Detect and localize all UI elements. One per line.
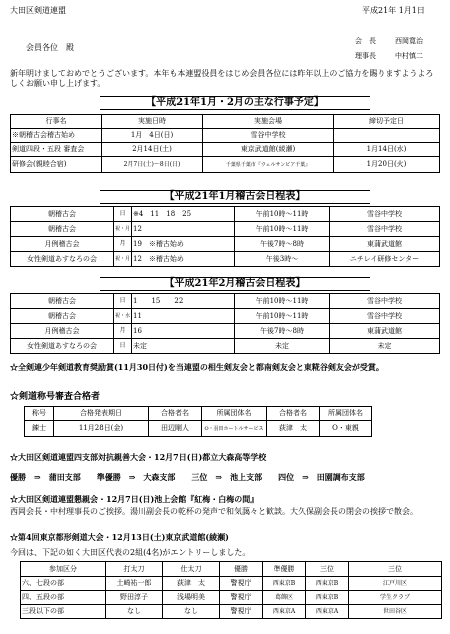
addressee: 会員各位 殿: [26, 43, 74, 52]
cell: ※朝稽古会稽古始め: [11, 129, 102, 143]
table-row: [11, 157, 440, 173]
party-text: 西岡会長・中村理事長のご挨拶。湯川副会長の乾杯の発声で和気藹々と歓談。大久保副会長の閉会の挨拶で散会。: [10, 507, 418, 516]
cell: 雪谷中学校: [330, 222, 440, 237]
document-date: 平成21年 1月1日: [362, 6, 425, 15]
col-header: 三位: [349, 562, 442, 577]
cell: 朝稽古会: [11, 294, 114, 309]
cell: 錬士: [25, 421, 54, 437]
cell: O・羽田ホートルサービス: [202, 421, 267, 437]
table-row: [21, 591, 442, 605]
tokyo-results-table: [20, 561, 442, 619]
cell: 12: [132, 222, 235, 237]
table-row: [21, 577, 442, 591]
cell: 雪谷中学校: [203, 129, 334, 143]
cell: 19 ※稽古始め: [132, 237, 235, 252]
cell: 研修会(親睦合宿): [11, 157, 102, 173]
director-role: 理事長: [355, 52, 376, 60]
cell: 江戸川区: [349, 577, 442, 591]
cell: 東蒲武道館: [330, 324, 440, 339]
cell: 1月 4日(日): [102, 129, 203, 143]
cell: 祝・水: [114, 309, 132, 324]
table-row: [11, 294, 440, 309]
cell: 千葉県千葉市『ウェルサンピア千葉』: [203, 157, 334, 173]
cell: 午後7時〜8時: [235, 324, 330, 339]
cell: 警視庁: [220, 577, 263, 591]
cell: 11月28日(金): [54, 421, 149, 437]
cell: 未定: [132, 339, 235, 354]
january-title: 【平成21年1月稽古会日程表】: [100, 190, 370, 204]
award-notice: ☆全剣連少年剣道教育奨励賞(11月30日付)を当連盟の相生剣友会と都南剣友会と東糀谷剣友会が受賞。: [10, 362, 384, 372]
cell: 午前10時〜11時: [235, 207, 330, 222]
cell: 日: [114, 339, 132, 354]
president-role: 会 長: [355, 37, 376, 45]
cell: 月例稽古会: [11, 237, 114, 252]
col-header: 称号: [25, 407, 54, 421]
cell: 世田谷区: [349, 605, 442, 619]
cell: 葛飾区: [263, 591, 306, 605]
cell: 16: [132, 324, 235, 339]
cell: 雪谷中学校: [330, 207, 440, 222]
cell: 月例稽古会: [11, 324, 114, 339]
table-row: [11, 222, 440, 237]
cell: 1月20日(火): [334, 157, 440, 173]
tournament-results: 優勝 ⇒ 蒲田支部 準優勝 ⇒ 大森支部 三位 ⇒ 池上支部 四位 ⇒ 田園調布支部: [10, 472, 365, 482]
cell: 荻津 太: [163, 577, 220, 591]
cell: 朝稽古会: [11, 207, 114, 222]
cell: 警視庁: [220, 591, 263, 605]
promotion-title: ☆剣道称号審査合格者: [10, 392, 101, 402]
col-header: 締切予定日: [334, 115, 440, 129]
cell: 土崎祐一郎: [106, 577, 163, 591]
cell: 1月14日(水): [334, 143, 440, 157]
cell: 未定: [330, 339, 440, 354]
col-header: 実施日時: [102, 115, 203, 129]
tokyo-intro: 今回は、下記の如く大田区代表の2組(4名)がエントリーしました。: [10, 548, 251, 557]
cell: O・東親: [320, 421, 372, 437]
president-name: 西岡寛治: [395, 37, 423, 45]
cell: 西東京B: [263, 577, 306, 591]
cell: 午後3時〜: [235, 252, 330, 267]
cell: 1 15 22: [132, 294, 235, 309]
cell: 東京武道館(綾瀬): [203, 143, 334, 157]
cell: 朝稽古会: [11, 309, 114, 324]
february-schedule-table: [10, 293, 440, 354]
table-header-row: [11, 115, 440, 129]
cell: 朝稽古会: [11, 222, 114, 237]
events-title: 【平成21年1月・2月の主な行事予定】: [100, 96, 370, 110]
cell: 女性剣道あすなろの会: [11, 339, 114, 354]
director-name: 中村慎二: [395, 52, 423, 60]
table-header-row: [21, 562, 442, 577]
table-row: [11, 207, 440, 222]
col-header: 準優勝: [263, 562, 306, 577]
cell: 剣道四段・五段 審査会: [11, 143, 102, 157]
cell: [334, 129, 440, 143]
col-header: 仕太刀: [163, 562, 220, 577]
cell: 午前10時〜11時: [235, 309, 330, 324]
table-row: [25, 421, 372, 437]
cell: 学生クラブ: [349, 591, 442, 605]
col-header: 打太刀: [106, 562, 163, 577]
cell: 西東京A: [263, 605, 306, 619]
tournament-title: ☆大田区剣道連盟四支部対抗親善大会・12月7日(日)都立大森高等学校: [10, 452, 267, 462]
col-header: 合格発表期日: [54, 407, 149, 421]
col-header: 合格者名: [149, 407, 202, 421]
table-row: [11, 324, 440, 339]
cell: 四、五段の部: [21, 591, 106, 605]
promotion-table: [24, 406, 372, 437]
table-row: [11, 252, 440, 267]
january-schedule-table: [10, 206, 440, 267]
february-title: 【平成21年2月稽古会日程表】: [100, 277, 370, 291]
table-row: [11, 309, 440, 324]
cell: 荻津 太: [267, 421, 320, 437]
cell: 西東京B: [306, 591, 349, 605]
table-row: [11, 237, 440, 252]
col-header: 合格者名: [267, 407, 320, 421]
col-header: 三位: [306, 562, 349, 577]
cell: 月: [114, 237, 132, 252]
cell: 浅場明美: [163, 591, 220, 605]
cell: 未定: [235, 339, 330, 354]
table-header-row: [25, 407, 372, 421]
table-row: [11, 143, 440, 157]
table-row: [11, 339, 440, 354]
cell: 11: [132, 309, 235, 324]
cell: 2月14日(土): [102, 143, 203, 157]
col-header: 所属団体名: [202, 407, 267, 421]
cell: 雪谷中学校: [330, 309, 440, 324]
cell: 午前10時〜11時: [235, 222, 330, 237]
col-header: 実施会場: [203, 115, 334, 129]
cell: 六、七段の部: [21, 577, 106, 591]
cell: 西東京A: [306, 605, 349, 619]
cell: ニチレイ研修センター: [330, 252, 440, 267]
cell: 月: [114, 324, 132, 339]
cell: 午前10時〜11時: [235, 294, 330, 309]
cell: なし: [163, 605, 220, 619]
cell: ※4 11 18 25: [132, 207, 235, 222]
cell: 12 ※稽古始め: [132, 252, 235, 267]
org-name: 大田区剣道連盟: [10, 6, 66, 15]
cell: 警視庁: [220, 605, 263, 619]
cell: 田辺剛人: [149, 421, 202, 437]
cell: 東蒲武道館: [330, 237, 440, 252]
cell: 西東京B: [306, 577, 349, 591]
cell: 三段以下の部: [21, 605, 106, 619]
col-header: 優勝: [220, 562, 263, 577]
greeting-text: 新年明けましておめでとうございます。本年も本連盟役員をはじめ会員各位には昨年以上のご協力を賜りますようよろしくお願い申し上げます。: [10, 69, 434, 88]
party-title: ☆大田区剣道連盟懇親会・12月7日(日)池上会館『紅梅・白梅の間』: [10, 494, 259, 504]
cell: 2月7日(土)〜8日(日): [102, 157, 203, 173]
events-table: [10, 114, 440, 173]
cell: 女性剣道あすなろの会: [11, 252, 114, 267]
table-row: [11, 129, 440, 143]
cell: 野田淳子: [106, 591, 163, 605]
cell: 日: [114, 207, 132, 222]
tokyo-title: ☆第4回東京都形剣道大会・12月13日(土)東京武道館(綾瀬): [10, 532, 229, 542]
cell: 日: [114, 294, 132, 309]
cell: 祝・月: [114, 252, 132, 267]
table-row: [21, 605, 442, 619]
cell: なし: [106, 605, 163, 619]
col-header: 参加区分: [21, 562, 106, 577]
cell: 雪谷中学校: [330, 294, 440, 309]
cell: 祝・月: [114, 222, 132, 237]
cell: 午後7時〜8時: [235, 237, 330, 252]
col-header: 行事名: [11, 115, 102, 129]
col-header: 所属団体名: [320, 407, 372, 421]
